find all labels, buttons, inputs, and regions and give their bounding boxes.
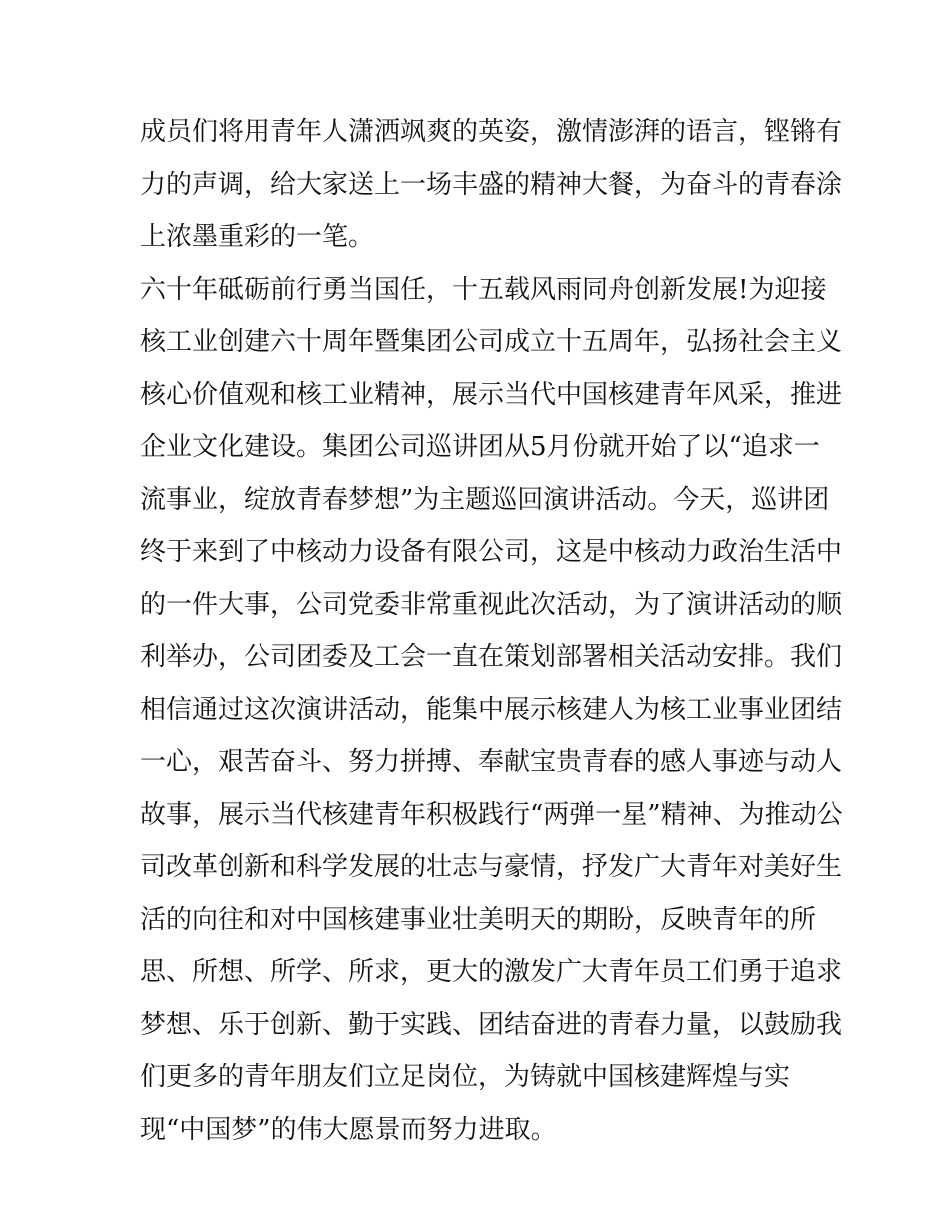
text-line: 故事，展示当代核建青年积极践行“两弹一星”精神、为推动公	[140, 799, 843, 830]
text-line: 上浓墨重彩的一笔。	[140, 222, 375, 252]
text-line: 终于来到了中核动力设备有限公司，这是中核动力政治生活中	[140, 537, 843, 567]
text-line: 六十年砥砺前行勇当国任，十五载风雨同舟创新发展!为迎接	[140, 274, 827, 305]
text-line: 们更多的青年朋友们立足岗位，为铸就中国核建辉煌与实	[140, 1062, 791, 1092]
text-line: 企业文化建设。集团公司巡讲团从5月份就开始了以“追求一	[140, 432, 820, 462]
text-line: 现“中国梦”的伟大愿景而努力进取。	[140, 1114, 557, 1145]
text-line: 力的声调，给大家送上一场丰盛的精神大餐，为奋斗的青春涂	[140, 169, 843, 200]
text-line: 活的向往和对中国核建事业壮美明天的期盼，反映青年的所	[140, 904, 817, 935]
text-line: 司改革创新和科学发展的壮志与豪情，抒发广大青年对美好生	[140, 852, 843, 882]
text-line: 成员们将用青年人潇洒飒爽的英姿，激情澎湃的语言，铿锵有	[140, 117, 843, 147]
text-line: 流事业，绽放青春梦想”为主题巡回演讲活动。今天，巡讲团	[140, 484, 830, 515]
text-line: 一心，艰苦奋斗、努力拼搏、奉献宝贵青春的感人事迹与动人	[140, 747, 843, 777]
text-line: 思、所想、所学、所求，更大的激发广大青年员工们勇于追求	[140, 957, 843, 987]
text-line: 利举办，公司团委及工会一直在策划部署相关活动安排。我们	[140, 642, 843, 672]
body-text	[140, 106, 843, 1156]
text-line: 相信通过这次演讲活动，能集中展示核建人为核工业事业团结	[140, 694, 843, 725]
text-line: 核心价值观和核工业精神，展示当代中国核建青年风采，推进	[140, 379, 843, 410]
text-line: 核工业创建六十周年暨集团公司成立十五周年，弘扬社会主义	[140, 327, 843, 357]
text-line: 梦想、乐于创新、勤于实践、团结奋进的青春力量，以鼓励我	[140, 1009, 843, 1040]
text-line: 的一件大事，公司党委非常重视此次活动，为了演讲活动的顺	[140, 589, 843, 620]
